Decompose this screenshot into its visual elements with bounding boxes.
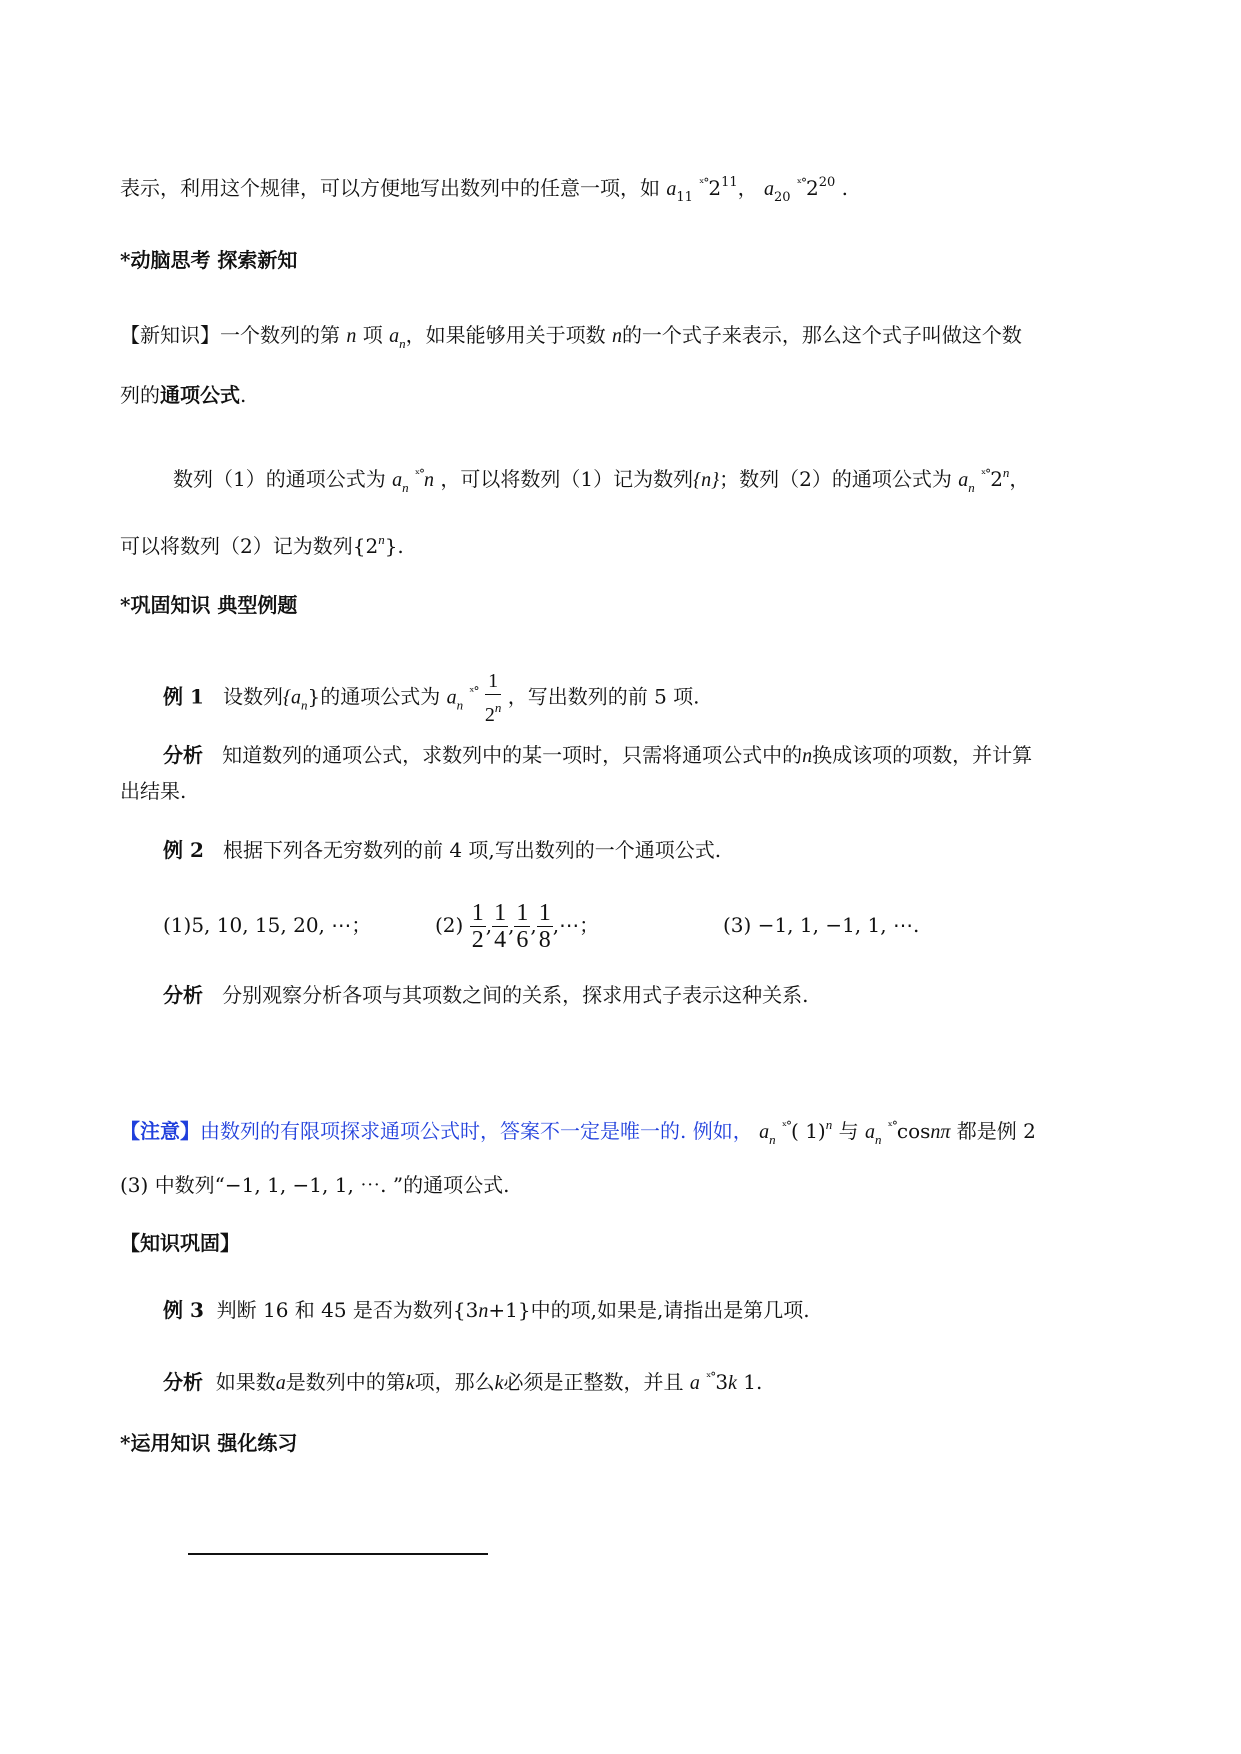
fraction: $\frac{1}{2}$ bbox=[471, 900, 484, 953]
section-heading-explore: *动脑思考 探索新知 bbox=[120, 248, 298, 272]
example-1: 例 1 设数列$\{a_n\}$的通项公式为 $a_n$ $^{ˣ^\circ}$ $\frac{1}{2^n}$ ，写出数列的前 5 项. bbox=[163, 670, 700, 726]
example-2: 例 2 根据下列各无穷数列的前 4 项,写出数列的一个通项公式. bbox=[163, 838, 722, 862]
note-line2: (3) 中数列“−1, 1, −1, 1, ⋯. ”的通项公式. bbox=[120, 1173, 510, 1197]
example-3: 例 3 判断 16 和 45 是否为数列{3n+1}中的项,如果是,请指出是第几项. bbox=[163, 1298, 810, 1322]
footnote-divider bbox=[188, 1553, 488, 1555]
sequence-3: (3) −1, 1, −1, 1, ⋯. bbox=[723, 913, 920, 937]
paragraph-general-term-line2: 可以将数列（2）记为数列{2$^n$}. bbox=[120, 532, 404, 558]
fraction: $\frac{1}{2^n}$ bbox=[484, 670, 502, 726]
analysis-1-line2: 出结果. bbox=[120, 779, 187, 803]
sequence-list bbox=[163, 900, 1121, 960]
fraction: $\frac{1}{6}$ bbox=[516, 900, 529, 953]
analysis-2: 分析 分别观察分析各项与其项数之间的关系，探求用式子表示这种关系. bbox=[163, 983, 809, 1007]
analysis-3: 分析 如果数a是数列中的第k项，那么k必须是正整数，并且 a $^{ˣ^\circ}$3k 1. bbox=[163, 1370, 763, 1394]
paragraph-definition-line2: 列的通项公式. bbox=[120, 383, 247, 407]
sequence-2: (2) $\frac{1}{2}$ , $\frac{1}{4}$ , $\frac{1}{6}$ , $\frac{1}{8}$ ,⋯； bbox=[435, 900, 600, 953]
section-heading-consolidate: 【知识巩固】 bbox=[120, 1231, 240, 1255]
paragraph-general-term: 数列（1）的通项公式为 $a_n$ $^{ˣ^\circ}$n ，可以将数列（1）记为数列{n}；数列（2）的通项公式为 $a_n$ $^{ˣ^\circ}$2$^n$， bbox=[173, 465, 1030, 495]
paragraph-new-knowledge: 【新知识】一个数列的第 n 项 $a_n$，如果能够用关于项数 n的一个式子来表示，那么这个式子叫做这个数 bbox=[120, 323, 1022, 351]
note-paragraph: 【注意】由数列的有限项探求通项公式时，答案不一定是唯一的. 例如， $a_n$ $^{ˣ^\circ}$( 1)$^n$ 与 $a_n$ $^{ˣ^\circ}$cosnπ 都是例 2 bbox=[120, 1117, 1036, 1147]
fraction: $\frac{1}{8}$ bbox=[538, 900, 551, 953]
sequence-1: (1)5, 10, 15, 20, ⋯； bbox=[163, 913, 372, 937]
paragraph-formula-examples: 表示，利用这个规律，可以方便地写出数列中的任意一项，如 $a_{11}$ $^{ˣ^\circ}2^{11}$， $a_{20}$ $^{ˣ^\circ}2^{20}$ . bbox=[120, 175, 848, 205]
fraction: $\frac{1}{4}$ bbox=[494, 900, 507, 953]
section-heading-examples: *巩固知识 典型例题 bbox=[120, 593, 298, 617]
analysis-1: 分析 知道数列的通项公式，求数列中的某一项时，只需将通项公式中的n换成该项的项数，并计算 bbox=[163, 743, 1033, 767]
section-heading-practice: *运用知识 强化练习 bbox=[120, 1431, 298, 1455]
